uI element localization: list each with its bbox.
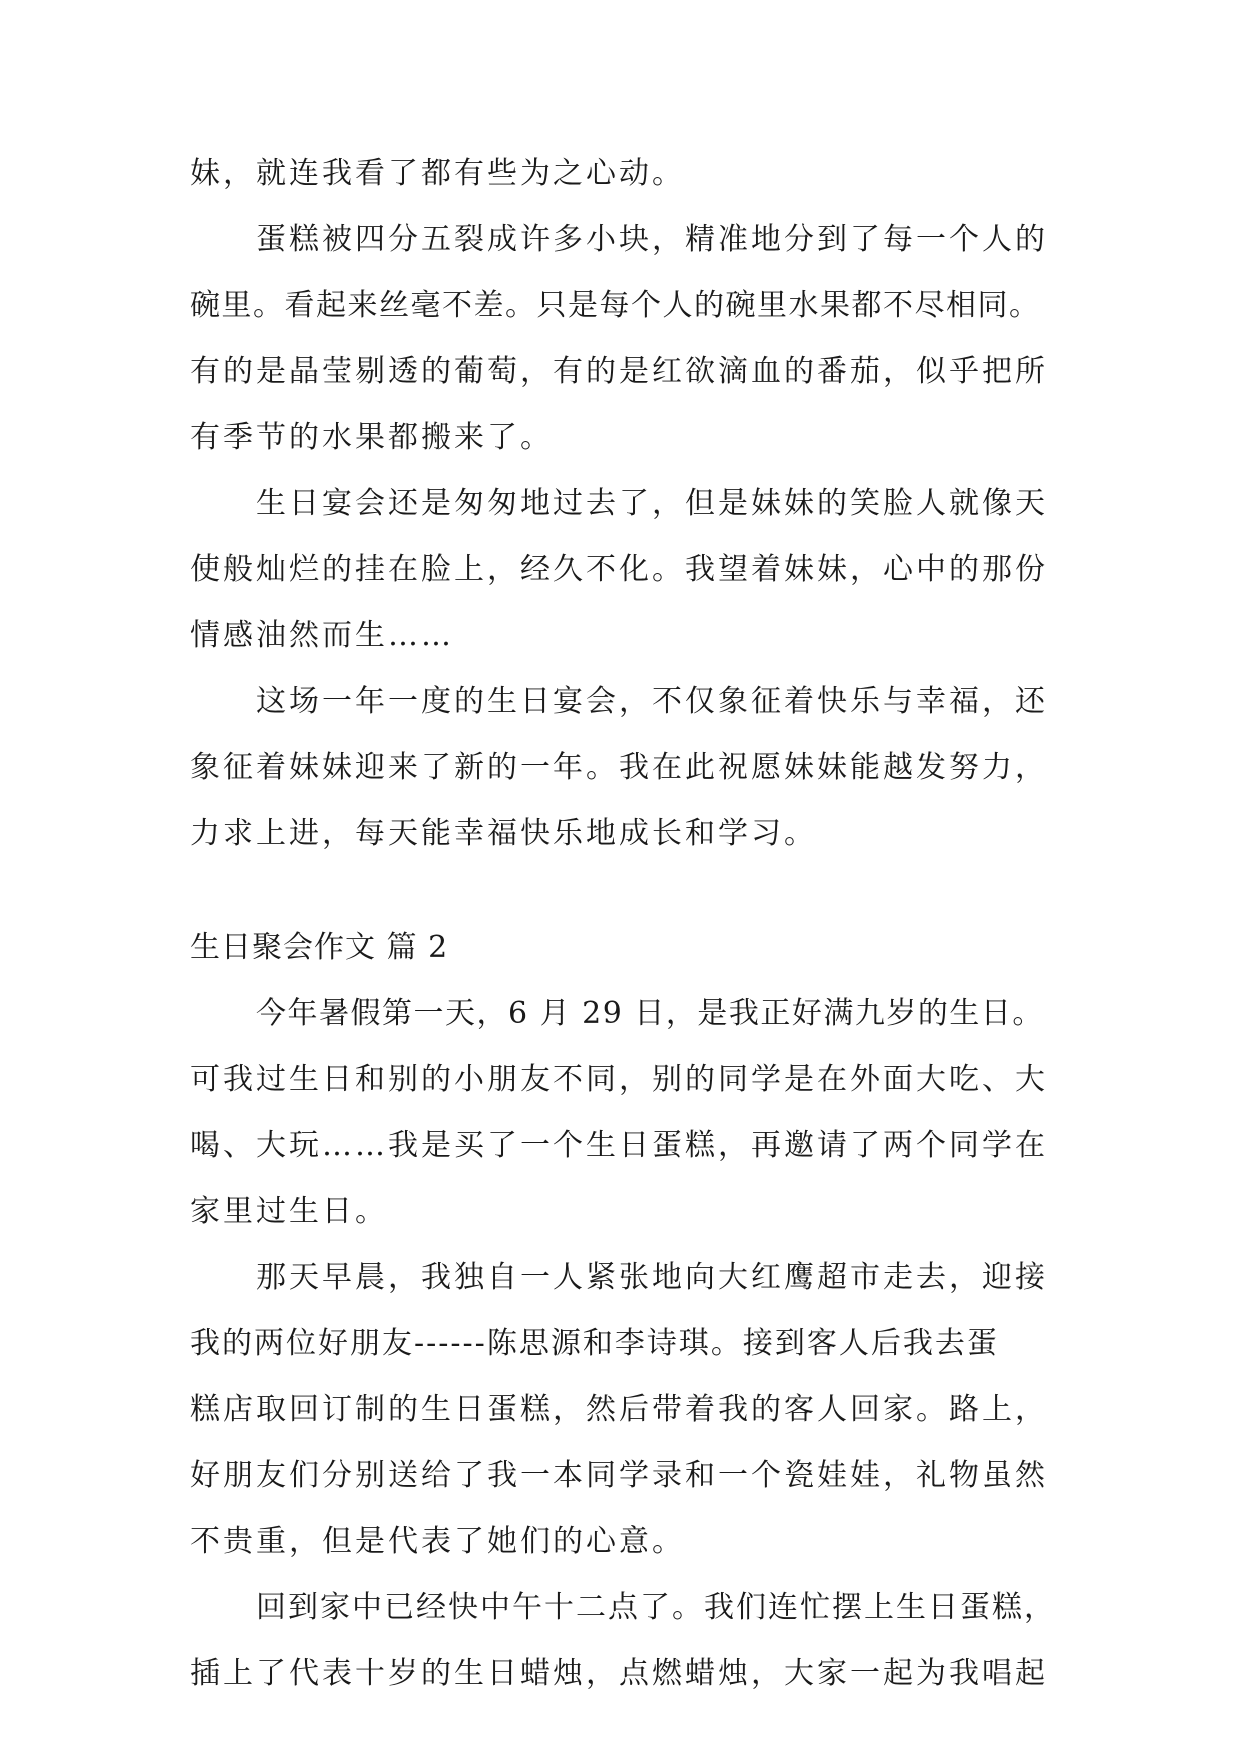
paragraph-first-line: 那天早晨，我独自一人紧张地向大红鹰超市走去，迎接 [256,1260,1048,1295]
paragraph-first-line: 蛋糕被四分五裂成许多小块，精准地分到了每一个人的 [256,222,1048,257]
section-heading: 生日聚会作文 篇 2 [190,930,449,965]
paragraph-first-line: 这场一年一度的生日宴会，不仅象征着快乐与幸福，还 [256,684,1048,719]
text-line: 糕店取回订制的生日蛋糕，然后带着我的客人回家。路上， [190,1392,1048,1427]
text-line: 可我过生日和别的小朋友不同，别的同学是在外面大吃、大 [190,1062,1048,1097]
text-line: 有季节的水果都搬来了。 [190,420,553,455]
text-line: 情感油然而生…… [190,618,454,653]
text-line: 使般灿烂的挂在脸上，经久不化。我望着妹妹，心中的那份 [190,552,1048,587]
text-line: 我的两位好朋友------陈思源和李诗琪。接到客人后我去蛋 [190,1326,999,1361]
paragraph-first-line: 生日宴会还是匆匆地过去了，但是妹妹的笑脸人就像天 [256,486,1048,521]
paragraph-first-line: 今年暑假第一天，6 月 29 日，是我正好满九岁的生日。 [256,996,1044,1031]
text-line: 有的是晶莹剔透的葡萄，有的是红欲滴血的番茄，似乎把所 [190,354,1048,389]
text-line: 力求上进，每天能幸福快乐地成长和学习。 [190,816,817,851]
text-line: 插上了代表十岁的生日蜡烛，点燃蜡烛，大家一起为我唱起 [190,1656,1048,1691]
text-line: 家里过生日。 [190,1194,388,1229]
text-line: 象征着妹妹迎来了新的一年。我在此祝愿妹妹能越发努力， [190,750,1048,785]
text-line: 不贵重，但是代表了她们的心意。 [190,1524,685,1559]
text-line: 好朋友们分别送给了我一本同学录和一个瓷娃娃，礼物虽然 [190,1458,1048,1493]
paragraph-first-line: 回到家中已经快中午十二点了。我们连忙摆上生日蛋糕， [256,1590,1056,1625]
text-line: 喝、大玩……我是买了一个生日蛋糕，再邀请了两个同学在 [190,1128,1048,1163]
text-line: 碗里。看起来丝毫不差。只是每个人的碗里水果都不尽相同。 [190,288,1041,323]
text-line: 妹，就连我看了都有些为之心动。 [190,156,685,191]
